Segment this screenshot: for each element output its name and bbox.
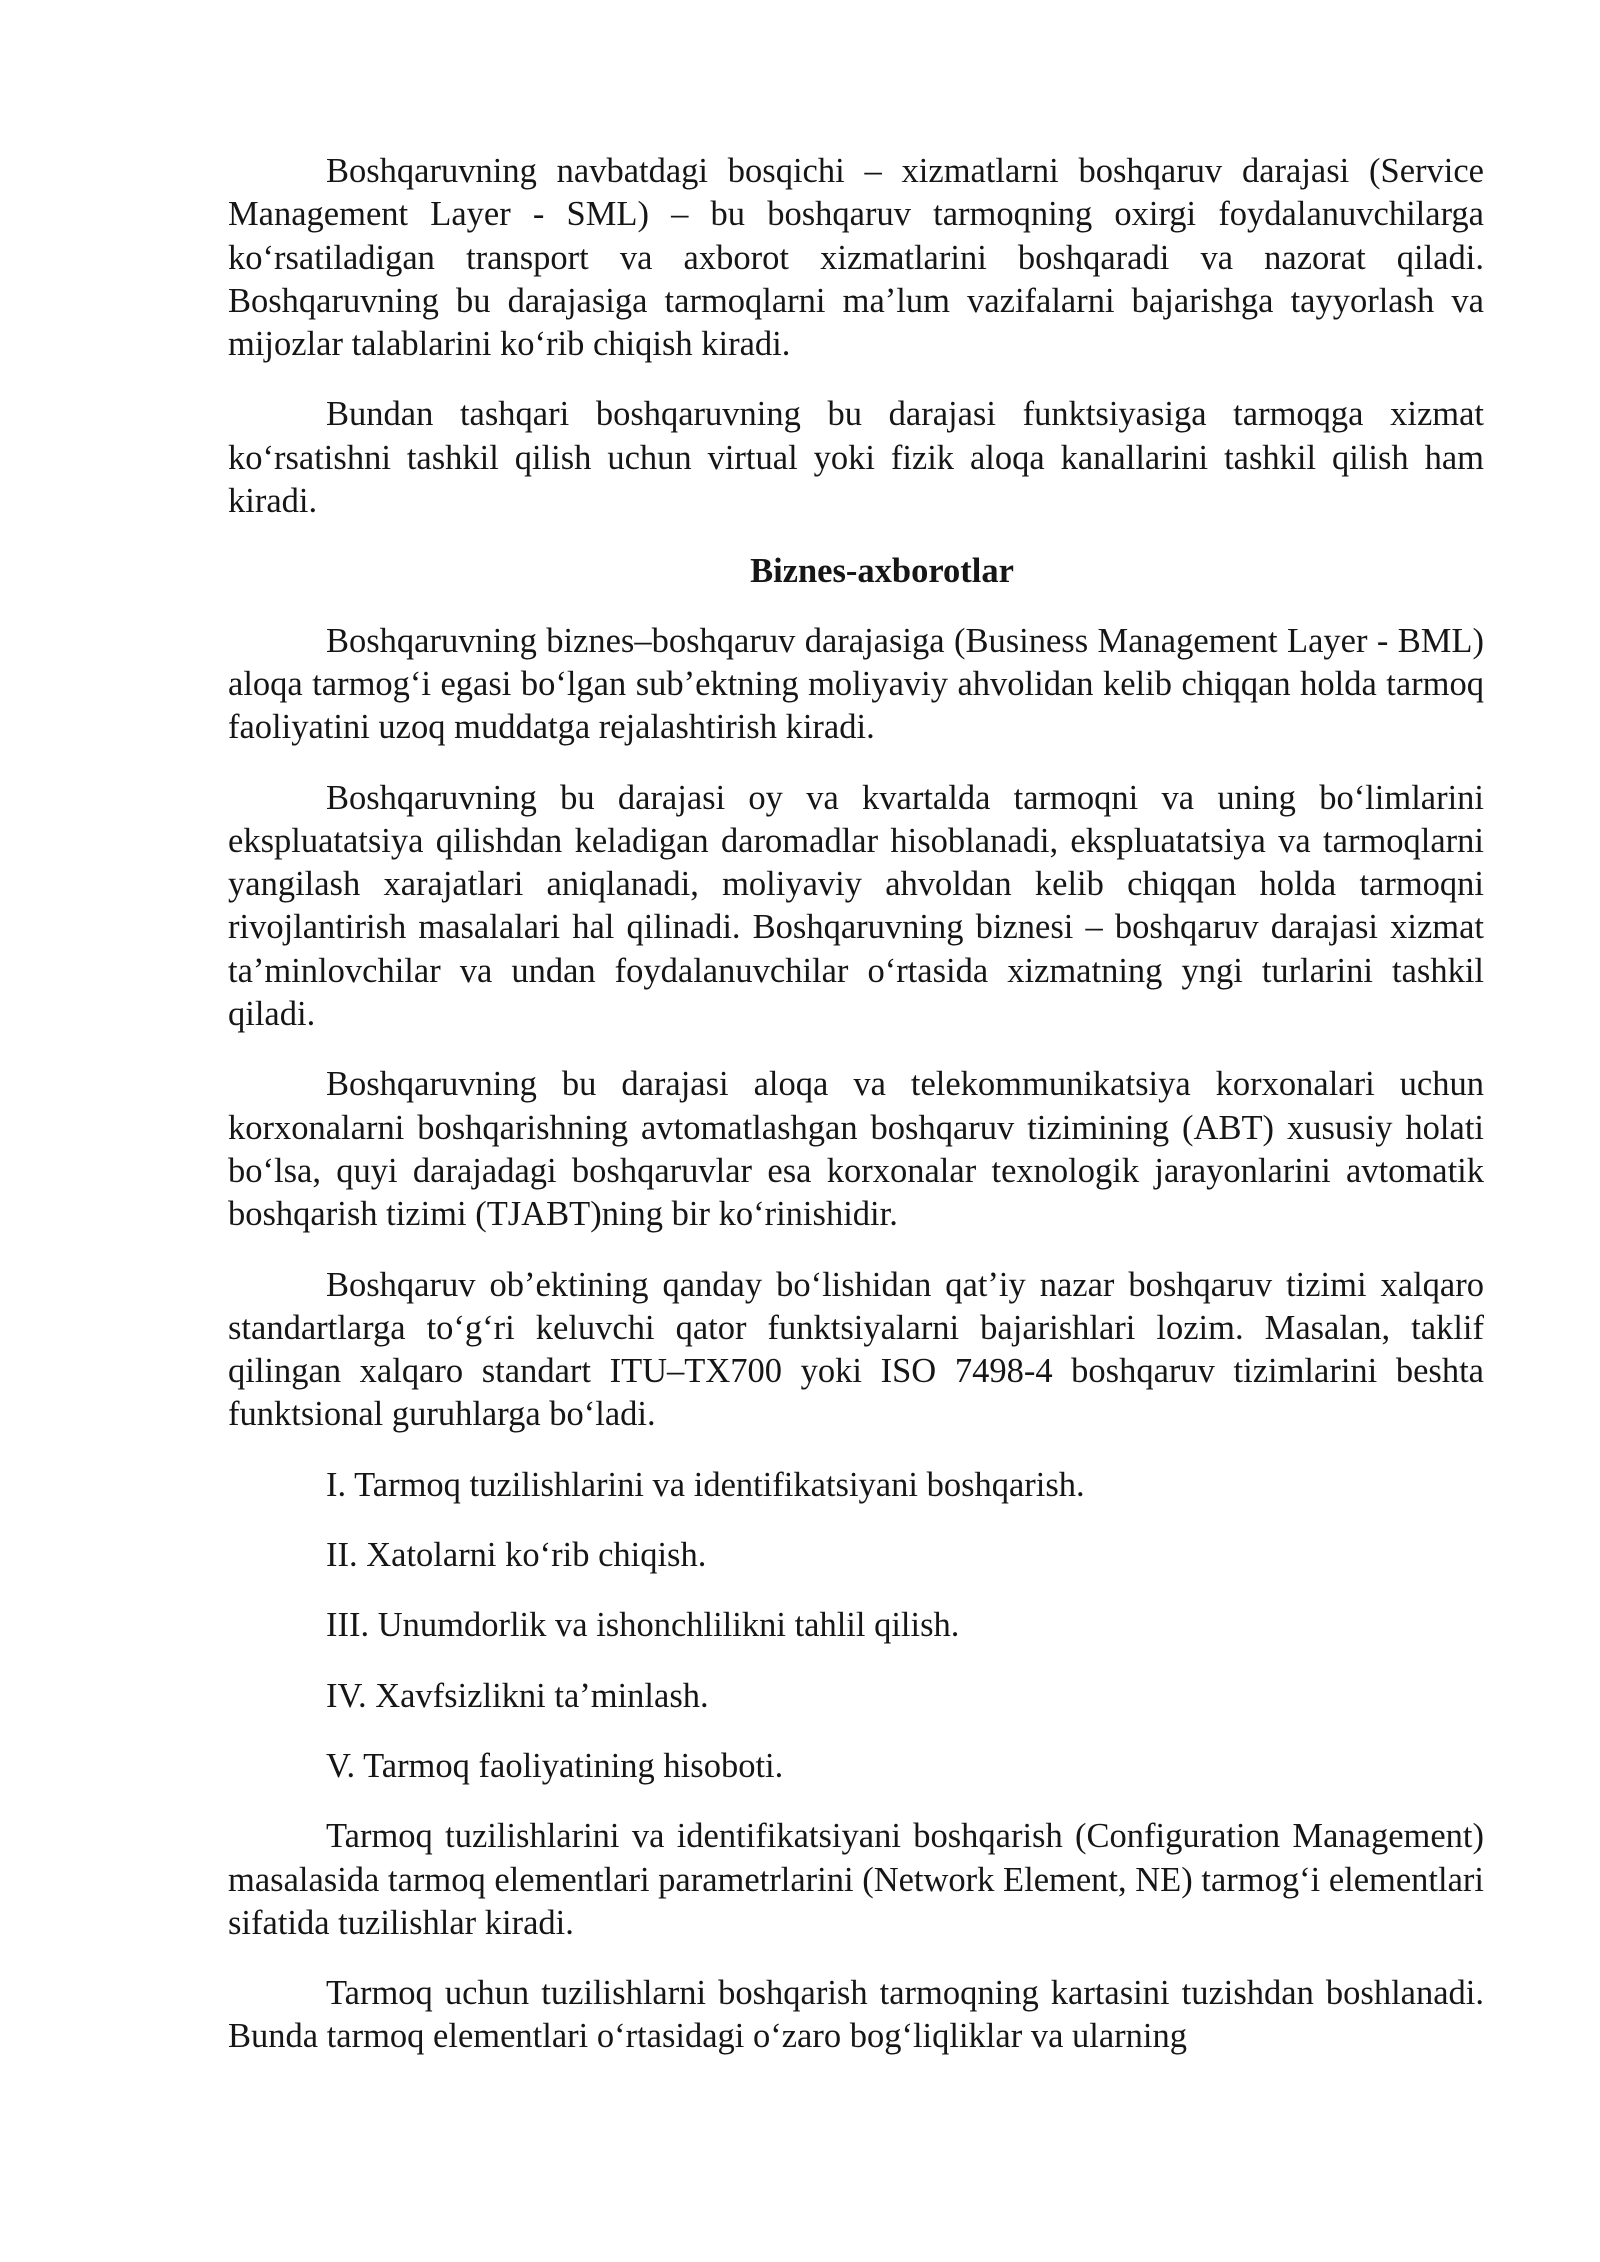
- document-page: [228, 150, 1484, 2059]
- section-heading: Biznes-axborotlar: [750, 552, 1014, 591]
- paragraph-sml-functions: Bundan tashqari boshqaruvning bu darajasi funktsiyasiga tarmoqga xizmat koʻrsatishni tashkil qilish uchun virtual yoki fizik aloqa kanallarini tashkil qilish ham kiradi.: [228, 395, 1484, 521]
- list-item-4: IV. Xavfsizlikni taʼminlash.: [326, 1676, 709, 1715]
- paragraph-configuration-management: Tarmoq tuzilishlarini va identifikatsiyani boshqarish (Configuration Management) masalasida tarmoq elementlari parametrlarini (Network Element, NE) tarmogʻi elementlari sifatida tuzilishlar kiradi.: [228, 1817, 1484, 1942]
- paragraph-bml-abt: Boshqaruvning bu darajasi aloqa va telekommunikatsiya korxonalari uchun korxonalarni boshqarishning avtomatlashgan boshqaruv tizimining (ABT) xususiy holati boʻlsa, quyi darajadagi boshqaruvlar esa korxonalar texnologik jarayonlarini avtomatik boshqarish tizimi (TJABT)ning bir koʻrinishidir.: [228, 1065, 1484, 1234]
- paragraph-standards: Boshqaruv obʼektining qanday boʻlishidan qatʼiy nazar boshqaruv tizimi xalqaro standartlarga toʻgʻri keluvchi qator funktsiyalarni bajarishlari lozim. Masalan, taklif qilingan xalqaro standart ITU–TX700 yoki ISO 7498-4 boshqaruv tizimlarini beshta funktsional guruhlarga boʻladi.: [228, 1265, 1484, 1434]
- paragraph-sml: Boshqaruvning navbatdagi bosqichi – xizmatlarni boshqaruv darajasi (Service Management Layer - SML) – bu boshqaruv tarmoqning oxirgi foydalanuvchilarga koʻrsatiladigan transport va axborot xizmatlarini boshqaradi va nazorat qiladi. Boshqaruvning bu darajasiga tarmoqlarni maʼlum vazifalarni bajarishga tayyorlash va mijozlar talablarini koʻrib chiqish kiradi.: [228, 152, 1484, 364]
- paragraph-bml: Boshqaruvning biznes–boshqaruv darajasiga (Business Management Layer - BML) aloqa tarmogʻi egasi boʻlgan subʼektning moliyaviy ahvolidan kelib chiqqan holda tarmoq faoliyatini uzoq muddatga rejalashtirish kiradi.: [228, 621, 1484, 747]
- list-item-3: III. Unumdorlik va ishonchlilikni tahlil qilish.: [326, 1606, 960, 1645]
- list-item-1: I. Tarmoq tuzilishlarini va identifikatsiyani boshqarish.: [326, 1465, 1085, 1504]
- list-item-5: V. Tarmoq faoliyatining hisoboti.: [326, 1746, 784, 1785]
- paragraph-network-map: Tarmoq uchun tuzilishlarni boshqarish tarmoqning kartasini tuzishdan boshlanadi. Bunda tarmoq elementlari oʻrtasidagi oʻzaro bogʻliqliklar va ularning: [228, 1974, 1484, 2056]
- paragraph-bml-finance: Boshqaruvning bu darajasi oy va kvartalda tarmoqni va uning boʻlimlarini ekspluatatsiya qilishdan keladigan daromadlar hisoblanadi, ekspluatatsiya va tarmoqlarni yangilash xarajatlari aniqlanadi, moliyaviy ahvoldan kelib chiqqan holda tarmoqni rivojlantirish masalalari hal qilinadi. Boshqaruvning biznesi – boshqaruv darajasi xizmat taʼminlovchilar va undan foydalanuvchilar oʻrtasida xizmatning yngi turlarini tashkil qiladi.: [228, 778, 1484, 1034]
- list-item-2: II. Xatolarni koʻrib chiqish.: [326, 1536, 707, 1575]
